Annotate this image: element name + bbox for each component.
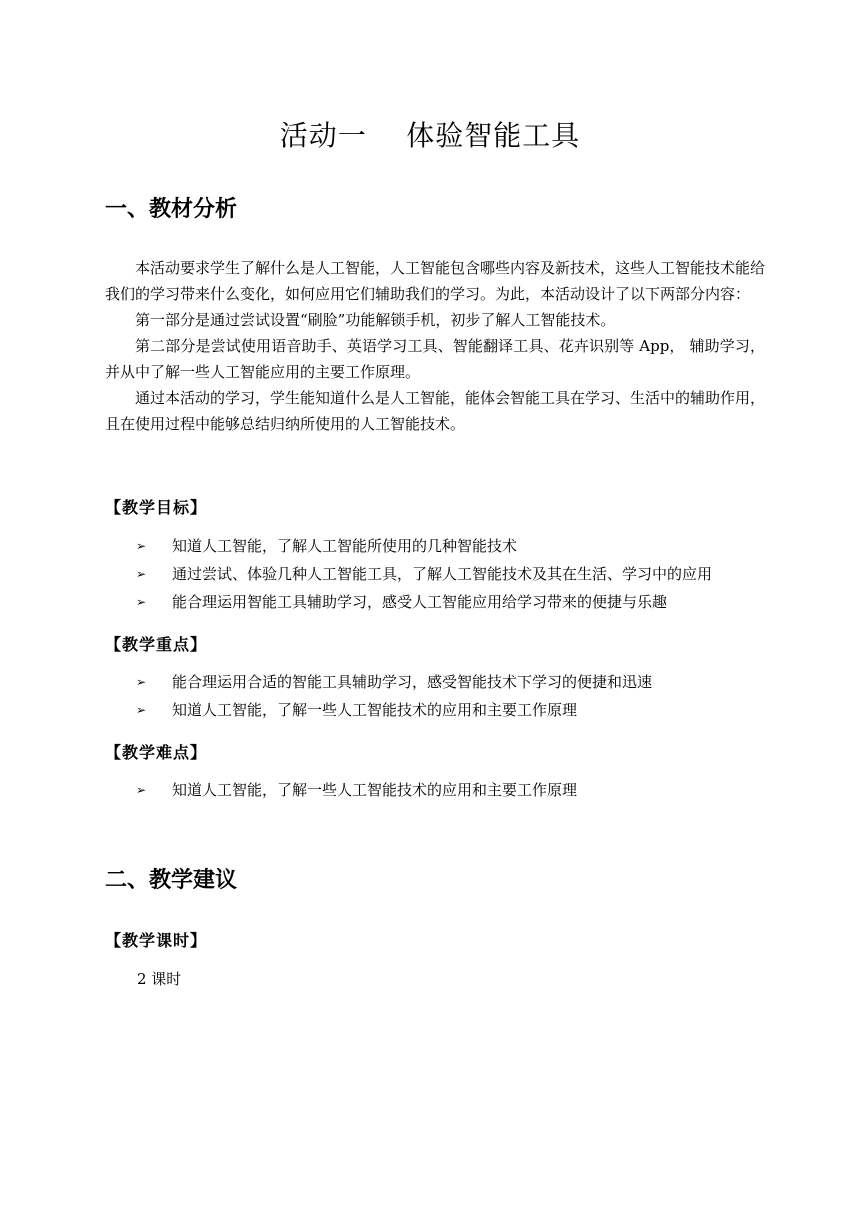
section-heading-analysis: 一、教材分析 [105, 197, 238, 222]
arrow-bullet-icon: ➢ [136, 675, 147, 689]
hours-heading: 【教学课时】 [105, 931, 208, 950]
key-points-list [136, 668, 652, 724]
arrow-bullet-icon: ➢ [136, 703, 147, 717]
list-item-text: 能合理运用智能工具辅助学习，感受人工智能应用给学习带来的便捷与乐趣 [172, 593, 668, 611]
list-item [136, 696, 652, 724]
list-item-text: 知道人工智能，了解一些人工智能技术的应用和主要工作原理 [172, 701, 578, 719]
arrow-bullet-icon: ➢ [136, 567, 147, 581]
list-item-text: 知道人工智能，了解人工智能所使用的几种智能技术 [172, 537, 518, 555]
section-heading-suggestions: 二、教学建议 [105, 868, 238, 893]
difficulties-heading: 【教学难点】 [105, 743, 208, 762]
page-title: 活动一 体验智能工具 [279, 119, 581, 152]
goals-list [136, 532, 712, 616]
difficulties-list [136, 776, 577, 804]
arrow-bullet-icon: ➢ [136, 783, 147, 797]
list-item [136, 560, 712, 588]
paragraph: 本活动要求学生了解什么是人工智能，人工智能包含哪些内容及新技术，这些人工智能技术能给我们的学习带来什么变化，如何应用它们辅助我们的学习。为此，本活动设计了以下两部分内容： [105, 259, 766, 303]
goals-heading: 【教学目标】 [105, 498, 208, 517]
list-item [136, 776, 577, 804]
paragraph: 第二部分是尝试使用语音助手、英语学习工具、智能翻译工具、花卉识别等 App， 辅助学习，并从中了解一些人工智能应用的主要工作原理。 [105, 337, 765, 381]
paragraph: 通过本活动的学习，学生能知道什么是人工智能，能体会智能工具在学习、生活中的辅助作用，且在使用过程中能够总结归纳所使用的人工智能技术。 [105, 389, 766, 433]
paragraph: 第一部分是通过尝试设置“刷脸”功能解锁手机，初步了解人工智能技术。 [135, 311, 616, 329]
list-item [136, 668, 652, 696]
list-item-text: 知道人工智能，了解一些人工智能技术的应用和主要工作原理 [172, 781, 578, 799]
list-item-text: 通过尝试、体验几种人工智能工具，了解人工智能技术及其在生活、学习中的应用 [172, 565, 713, 583]
key-points-heading: 【教学重点】 [105, 635, 208, 654]
list-item [136, 532, 712, 560]
analysis-body [105, 255, 765, 437]
list-item-text: 能合理运用合适的智能工具辅助学习，感受智能技术下学习的便捷和迅速 [172, 673, 653, 691]
arrow-bullet-icon: ➢ [136, 595, 147, 609]
hours-value: 2 课时 [137, 970, 182, 988]
arrow-bullet-icon: ➢ [136, 539, 147, 553]
list-item [136, 588, 712, 616]
